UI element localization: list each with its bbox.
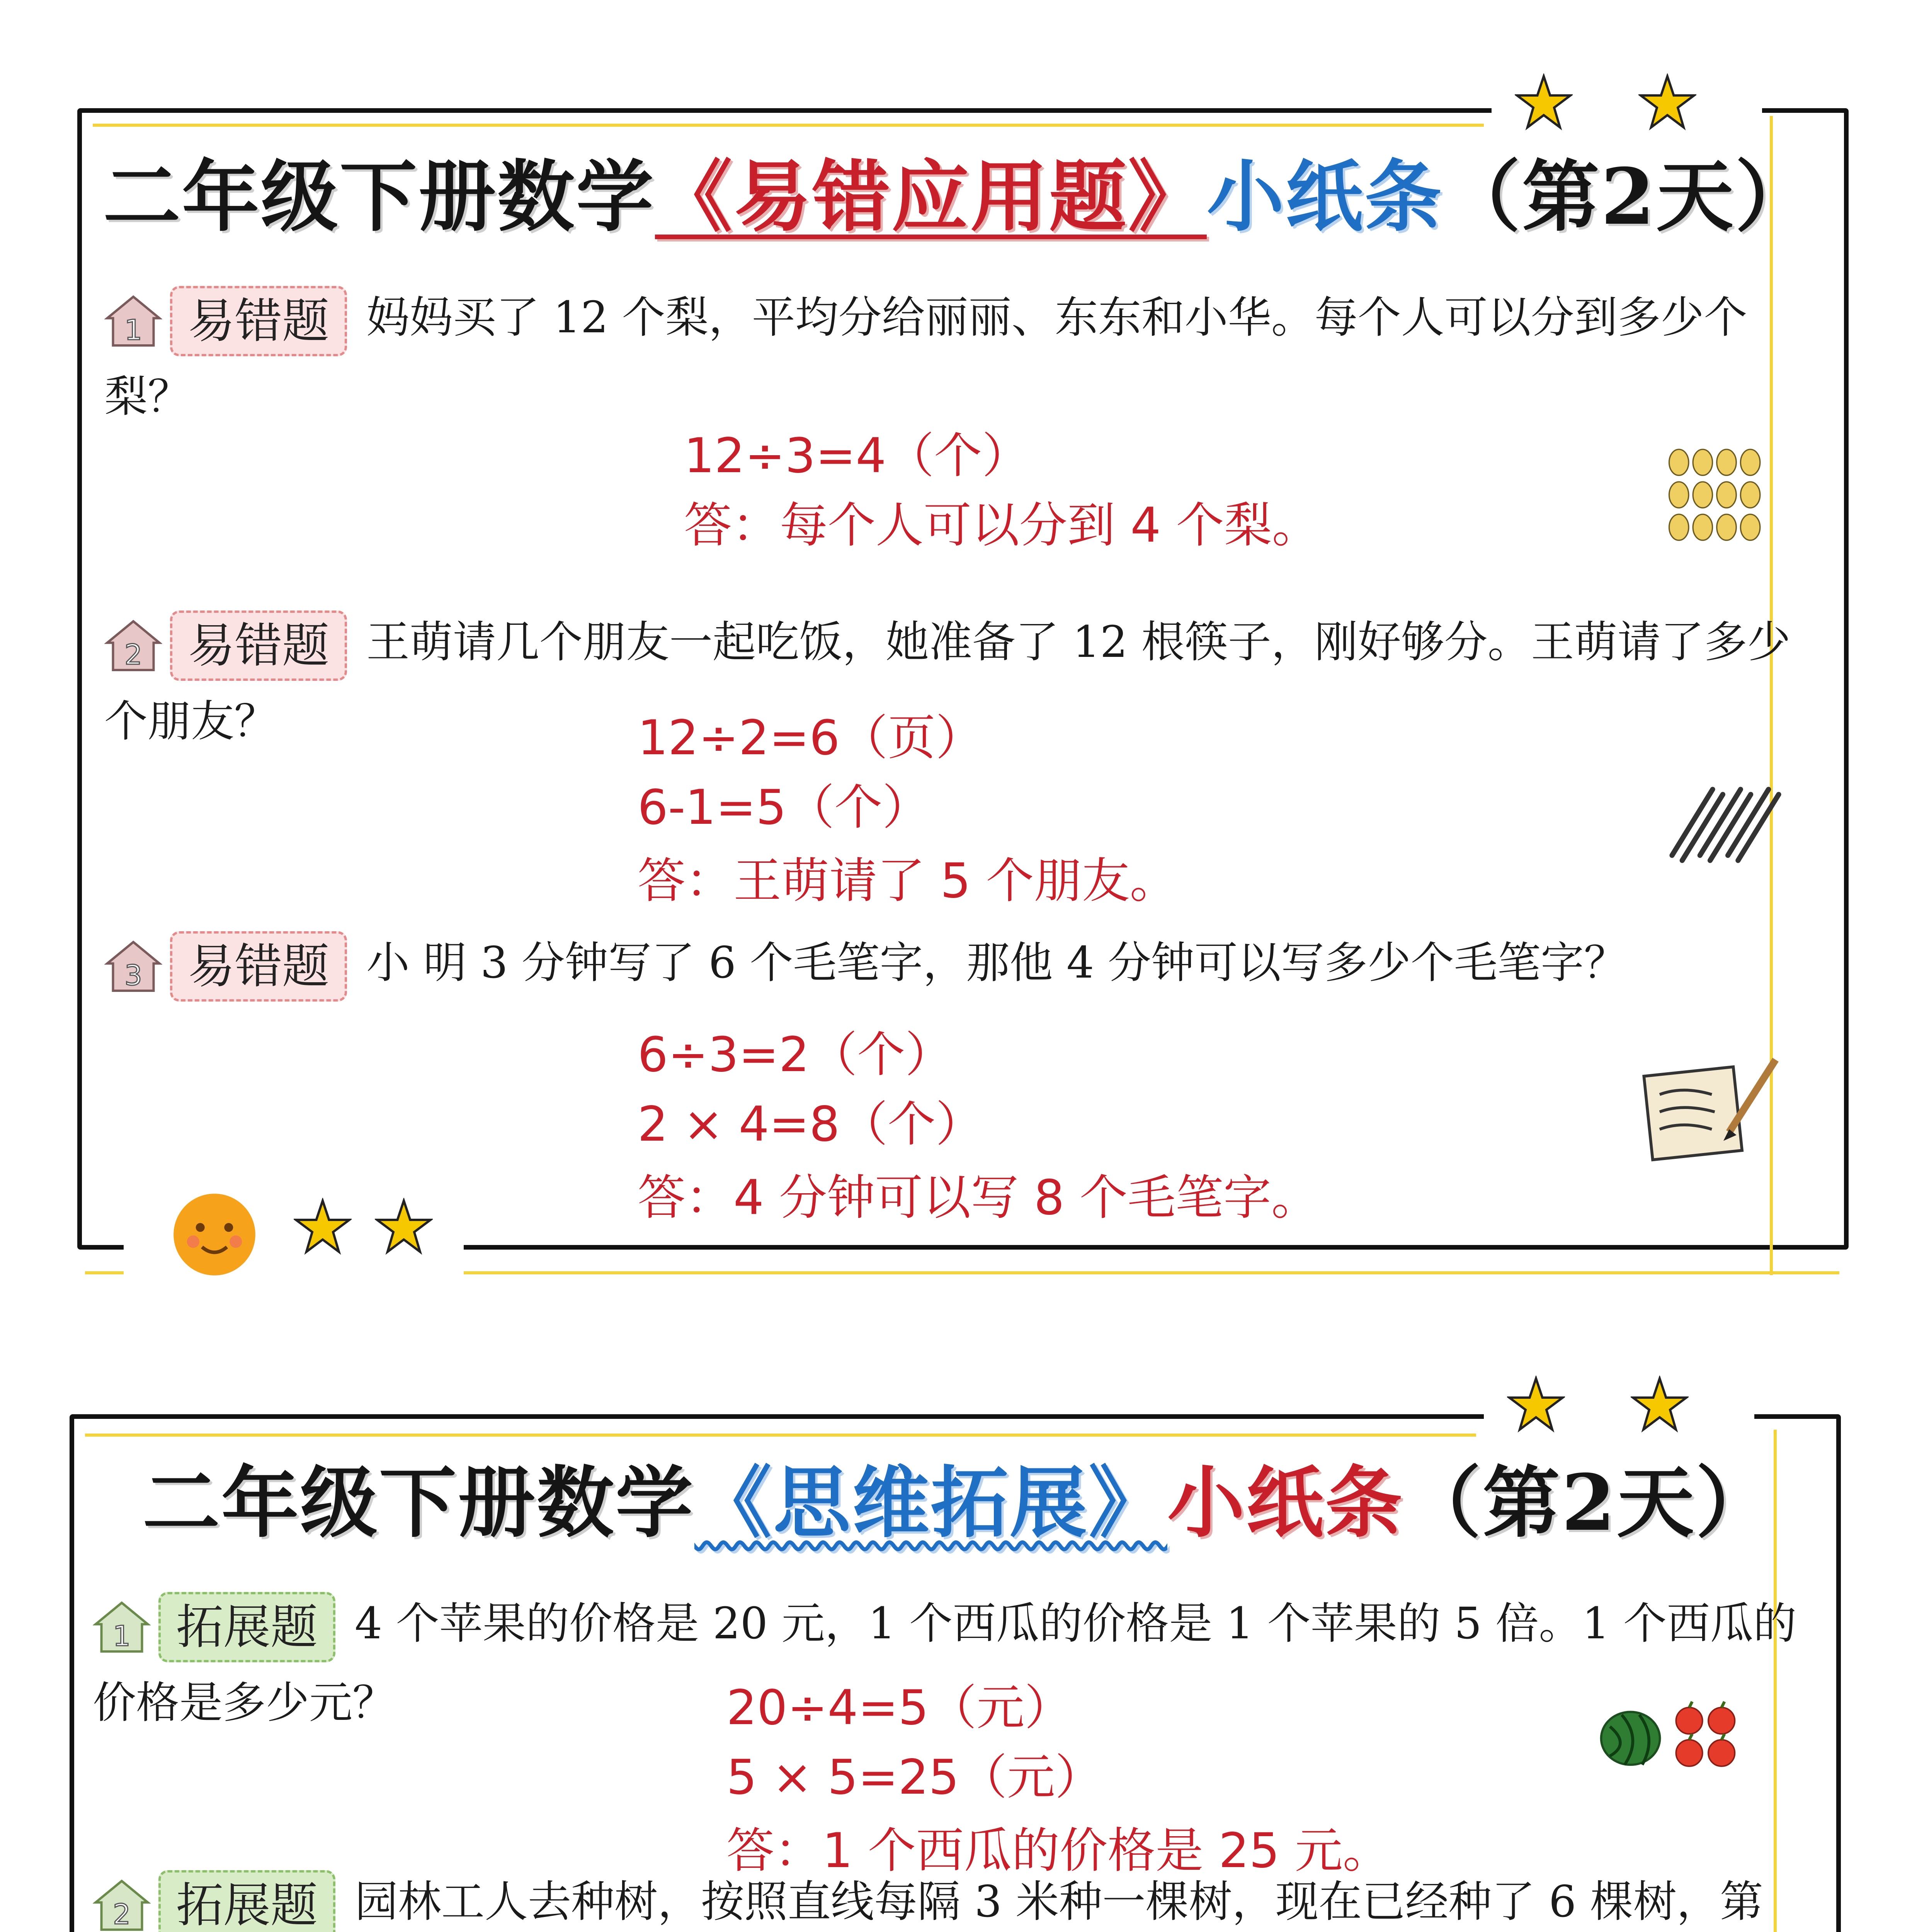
tag-label: 易错题	[170, 611, 347, 681]
house-number-icon	[104, 615, 162, 677]
problem-1	[104, 278, 1805, 437]
title-prefix: 二年级下册数学	[142, 1458, 694, 1548]
title-day: （第2天）	[1443, 151, 1814, 242]
question-text: 妈妈买了 12 个梨，平均分给丽丽、东东和小华。每个人可以分到多少个梨？	[104, 293, 1747, 422]
star-icon	[375, 1198, 433, 1256]
title-suffix: 小纸条	[1206, 151, 1443, 242]
svg-text:1: 1	[113, 1620, 131, 1652]
svg-text:2: 2	[113, 1898, 131, 1930]
answer-line: 5 × 5=25（元）	[726, 1750, 1103, 1805]
answer-line: 答：1 个西瓜的价格是 25 元。	[726, 1823, 1391, 1879]
brush-paper-icon	[1638, 1051, 1785, 1167]
house-number-icon	[93, 1596, 151, 1658]
tag-label: 拓展题	[158, 1870, 335, 1932]
star-icon	[1638, 73, 1696, 131]
svg-text:2: 2	[124, 638, 142, 671]
question-text: 4 个苹果的价格是 20 元，1 个西瓜的价格是 1 个苹果的 5 倍。1 个西瓜的价格是多少元？	[93, 1599, 1797, 1728]
smiley-icon	[170, 1190, 259, 1279]
answer-line: 20÷4=5（元）	[726, 1680, 1073, 1736]
answer-line: 12÷3=4（个）	[684, 428, 1030, 484]
answer-line: 2 × 4=8（个）	[638, 1097, 984, 1152]
problem-3	[104, 923, 1805, 1003]
svg-text:1: 1	[124, 314, 142, 346]
page-title-2	[0, 1453, 1917, 1553]
deco-line	[93, 124, 1484, 127]
question-text: 王萌请几个朋友一起吃饭，她准备了 12 根筷子，刚好够分。王萌请了多少个朋友？	[104, 617, 1791, 747]
house-number-icon	[104, 290, 162, 352]
title-prefix: 二年级下册数学	[103, 151, 655, 242]
answer-line: 答：王萌请了 5 个朋友。	[638, 853, 1178, 909]
problem-2-2	[93, 1862, 1801, 1932]
answer-line: 12÷2=6（页）	[638, 710, 984, 766]
deco-line	[85, 1434, 1476, 1437]
title-day: （第2天）	[1403, 1458, 1775, 1548]
pears-icon	[1662, 437, 1770, 549]
house-number-icon	[104, 935, 162, 997]
tag-label: 拓展题	[158, 1592, 335, 1662]
svg-text:3: 3	[124, 959, 142, 992]
watermelon-apples-icon	[1596, 1700, 1762, 1774]
star-icon	[1515, 73, 1573, 131]
chopsticks-icon	[1662, 777, 1789, 866]
answer-line: 6-1=5（个）	[638, 780, 930, 835]
question-text: 园林工人去种树，按照直线每隔 3 米种一棵树，现在已经种了 6 棵树，第	[355, 1877, 1763, 1927]
tag-label: 易错题	[170, 931, 347, 1002]
star-icon	[1507, 1376, 1565, 1434]
title-highlight: 《易错应用题》	[655, 151, 1207, 242]
star-icon	[1631, 1376, 1689, 1434]
question-text: 小 明 3 分钟写了 6 个毛笔字，那他 4 分钟可以写多少个毛笔字？	[366, 938, 1627, 988]
star-icon	[294, 1198, 352, 1256]
answer-line: 答：每个人可以分到 4 个梨。	[684, 498, 1320, 553]
page-title-1	[0, 147, 1917, 247]
title-highlight: 《思维拓展》	[694, 1458, 1167, 1548]
answer-line: 答：4 分钟可以写 8 个毛笔字。	[638, 1170, 1320, 1226]
tag-label: 易错题	[170, 286, 347, 356]
title-suffix: 小纸条	[1167, 1458, 1404, 1548]
answer-line: 6÷3=2（个）	[638, 1027, 953, 1083]
house-number-icon	[93, 1874, 151, 1932]
